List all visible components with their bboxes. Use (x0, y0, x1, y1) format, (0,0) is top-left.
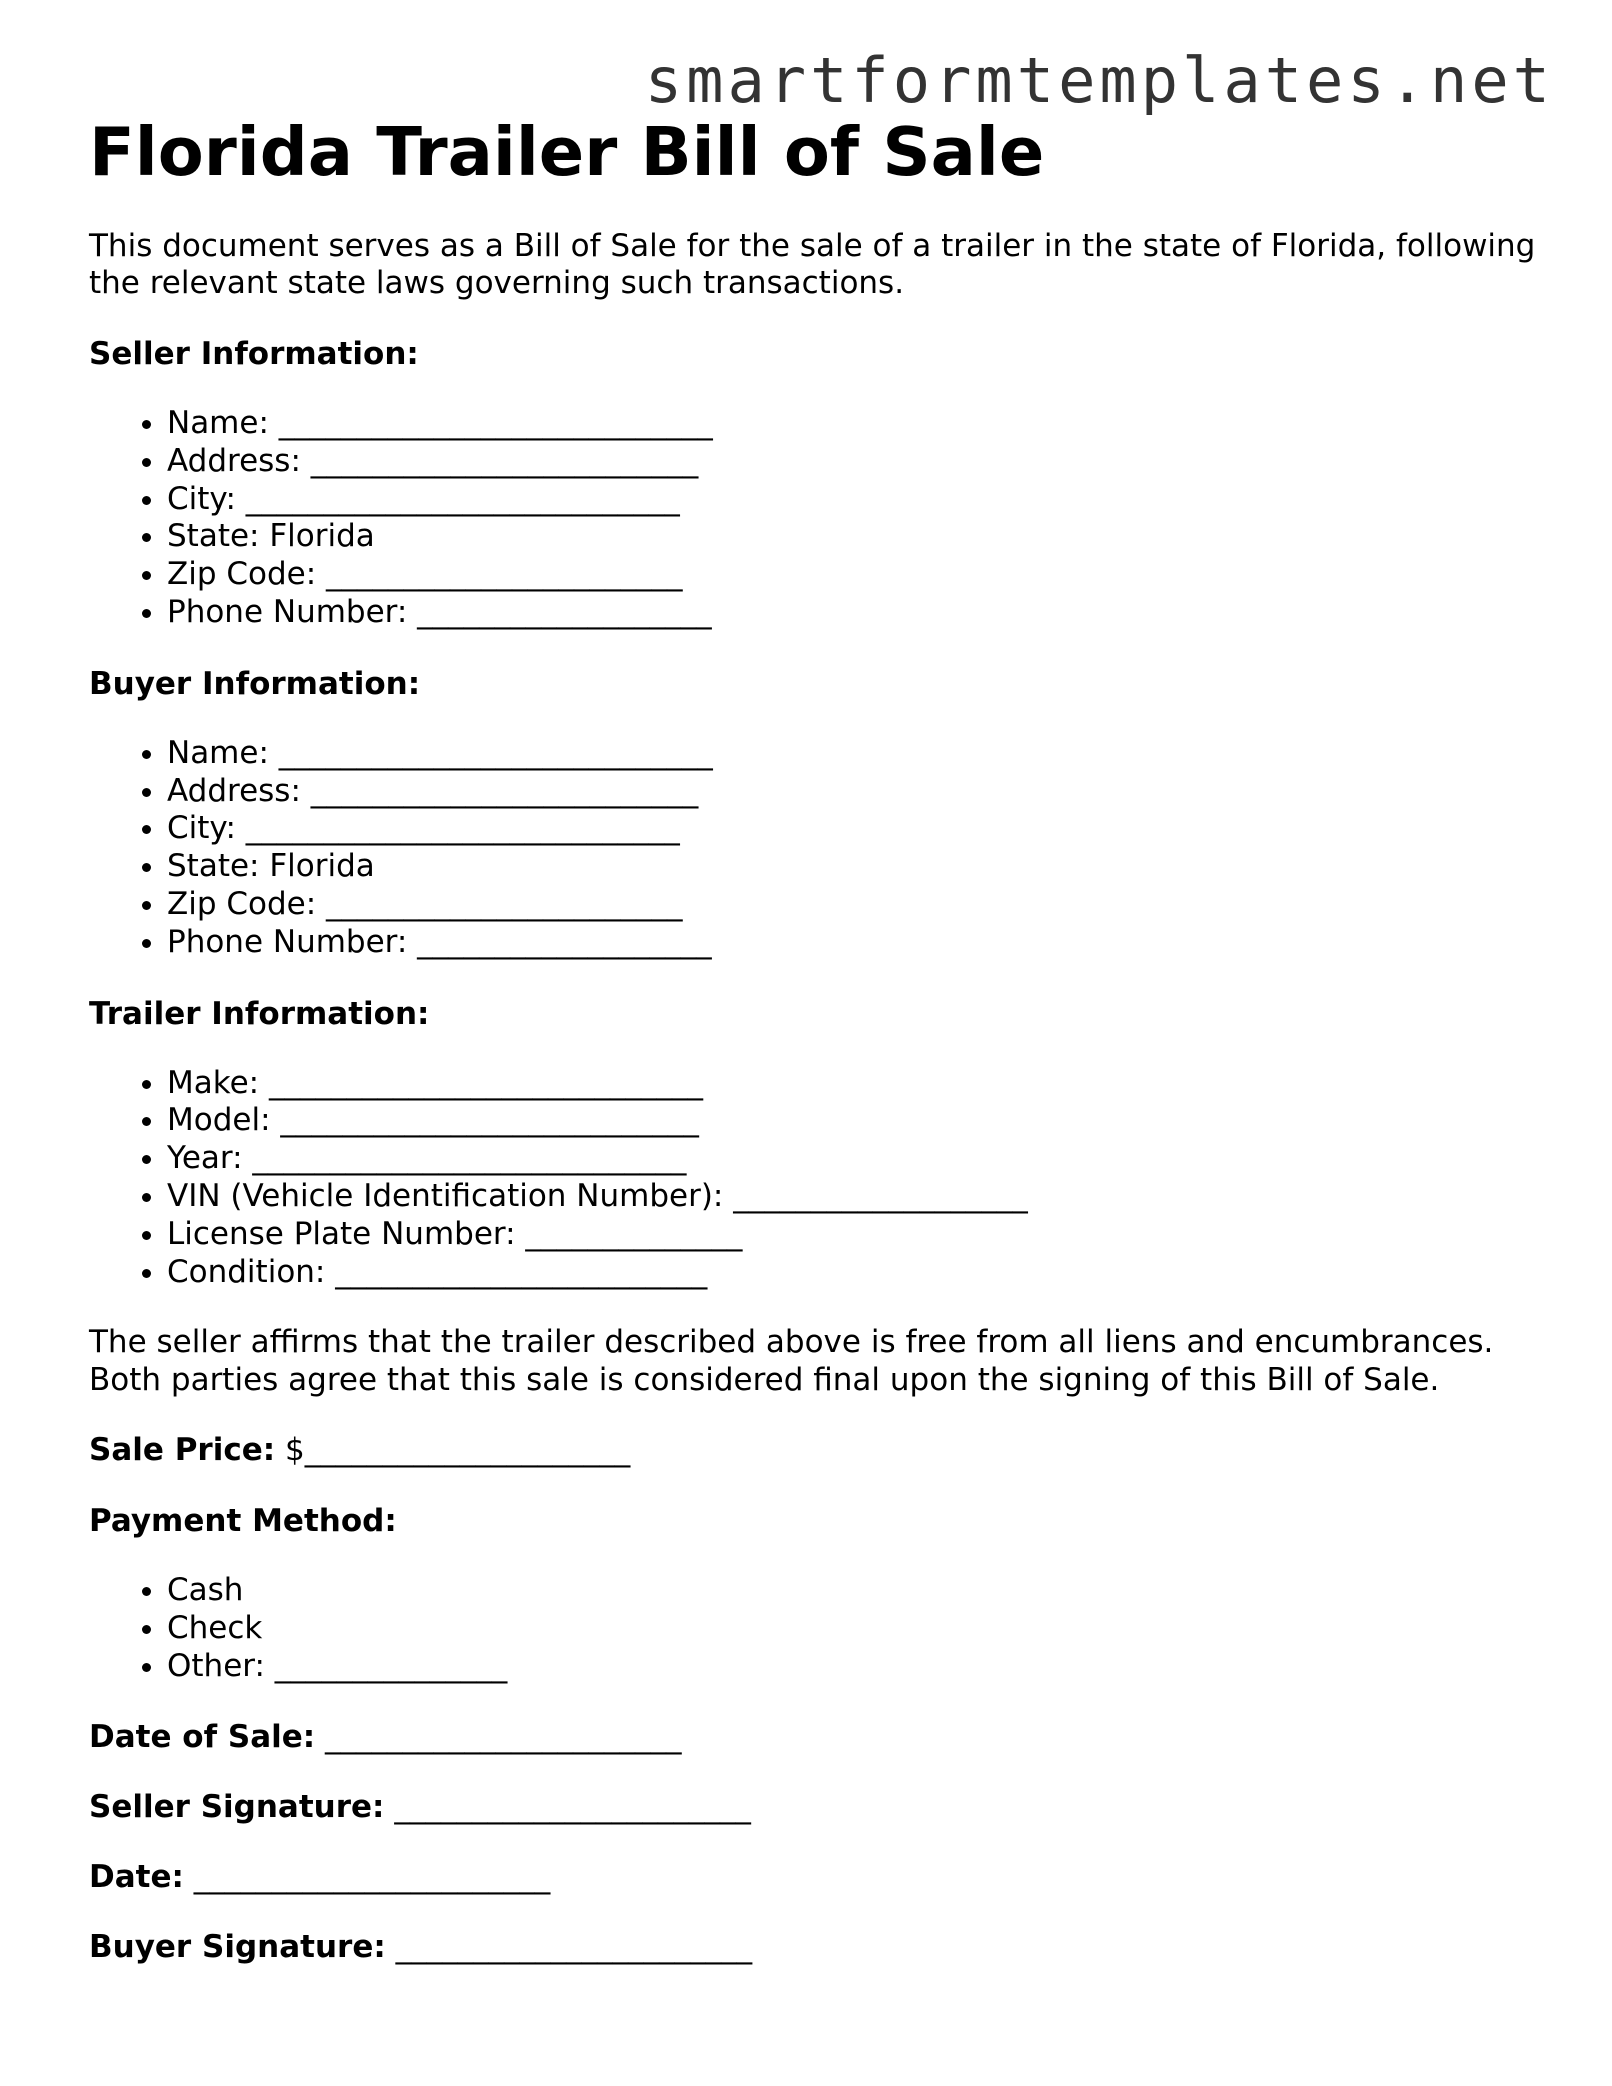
list-item: • License Plate Number: ______________ (167, 1216, 1559, 1254)
list-item: • Condition: ________________________ (167, 1254, 1559, 1292)
list-item: • Zip Code: _______________________ (167, 886, 1559, 924)
seller-heading: Seller Information: (89, 336, 419, 372)
list-item: • Phone Number: ___________________ (167, 594, 1559, 632)
seller-signature-blank: _______________________ (394, 1788, 751, 1825)
seller-signature-label: Seller Signature: (89, 1788, 385, 1825)
list-item: • Name: ____________________________ (167, 735, 1559, 773)
list-item: • State: Florida (167, 848, 1559, 886)
list-item: • City: ____________________________ (167, 481, 1559, 519)
seller-signature-field (89, 1789, 1559, 1826)
date-of-sale-field (89, 1719, 1559, 1756)
intro-paragraph: This document serves as a Bill of Sale for the sale of a trailer in the state of Florida, following the relevant state laws governing such transactions. (89, 228, 1536, 301)
list-item: • Year: ____________________________ (167, 1140, 1559, 1178)
buyer-list (89, 735, 1559, 962)
list-item: • Cash (167, 1572, 1559, 1610)
list-item: • City: ____________________________ (167, 810, 1559, 848)
list-item: • Model: ___________________________ (167, 1102, 1559, 1140)
list-item: • Address: _________________________ (167, 443, 1559, 481)
list-item: • Address: _________________________ (167, 773, 1559, 811)
list-item: • State: Florida (167, 518, 1559, 556)
affirmation-paragraph: The seller affirms that the trailer described above is free from all liens and encumbrances. Both parties agree that this sale is considered final upon the signing of this Bill of Sale. (89, 1324, 1494, 1398)
date-label: Date: (89, 1858, 184, 1895)
page-title: Florida Trailer Bill of Sale (89, 113, 1045, 191)
list-item: • Zip Code: _______________________ (167, 556, 1559, 594)
list-item: • Make: ____________________________ (167, 1065, 1559, 1103)
date-blank: _______________________ (193, 1858, 551, 1895)
trailer-heading: Trailer Information: (89, 995, 430, 1032)
list-item: • Phone Number: ___________________ (167, 924, 1559, 962)
list-item: • Other: _______________ (167, 1648, 1559, 1686)
sale-price-blank: $_____________________ (284, 1432, 631, 1469)
buyer-signature-blank: _______________________ (395, 1928, 753, 1965)
watermark-text: smartformtemplates.net (644, 44, 1554, 117)
buyer-heading: Buyer Information: (89, 665, 421, 702)
sale-price-label: Sale Price: (89, 1432, 276, 1469)
sale-price-field (89, 1432, 1559, 1469)
payment-heading: Payment Method: (89, 1503, 397, 1540)
date-of-sale-label: Date of Sale: (89, 1718, 316, 1755)
list-item: • Check (167, 1610, 1559, 1648)
date-of-sale-blank: _______________________ (325, 1718, 682, 1755)
trailer-list (89, 1065, 1559, 1292)
seller-list (89, 405, 1559, 632)
date-field (89, 1859, 1559, 1896)
payment-list (89, 1572, 1559, 1685)
list-item: • Name: ____________________________ (167, 405, 1559, 443)
document-page (89, 112, 1559, 1966)
buyer-signature-field (89, 1929, 1559, 1966)
buyer-signature-label: Buyer Signature: (89, 1928, 386, 1965)
list-item: • VIN (Vehicle Identification Number): ___________________ (167, 1178, 1559, 1216)
